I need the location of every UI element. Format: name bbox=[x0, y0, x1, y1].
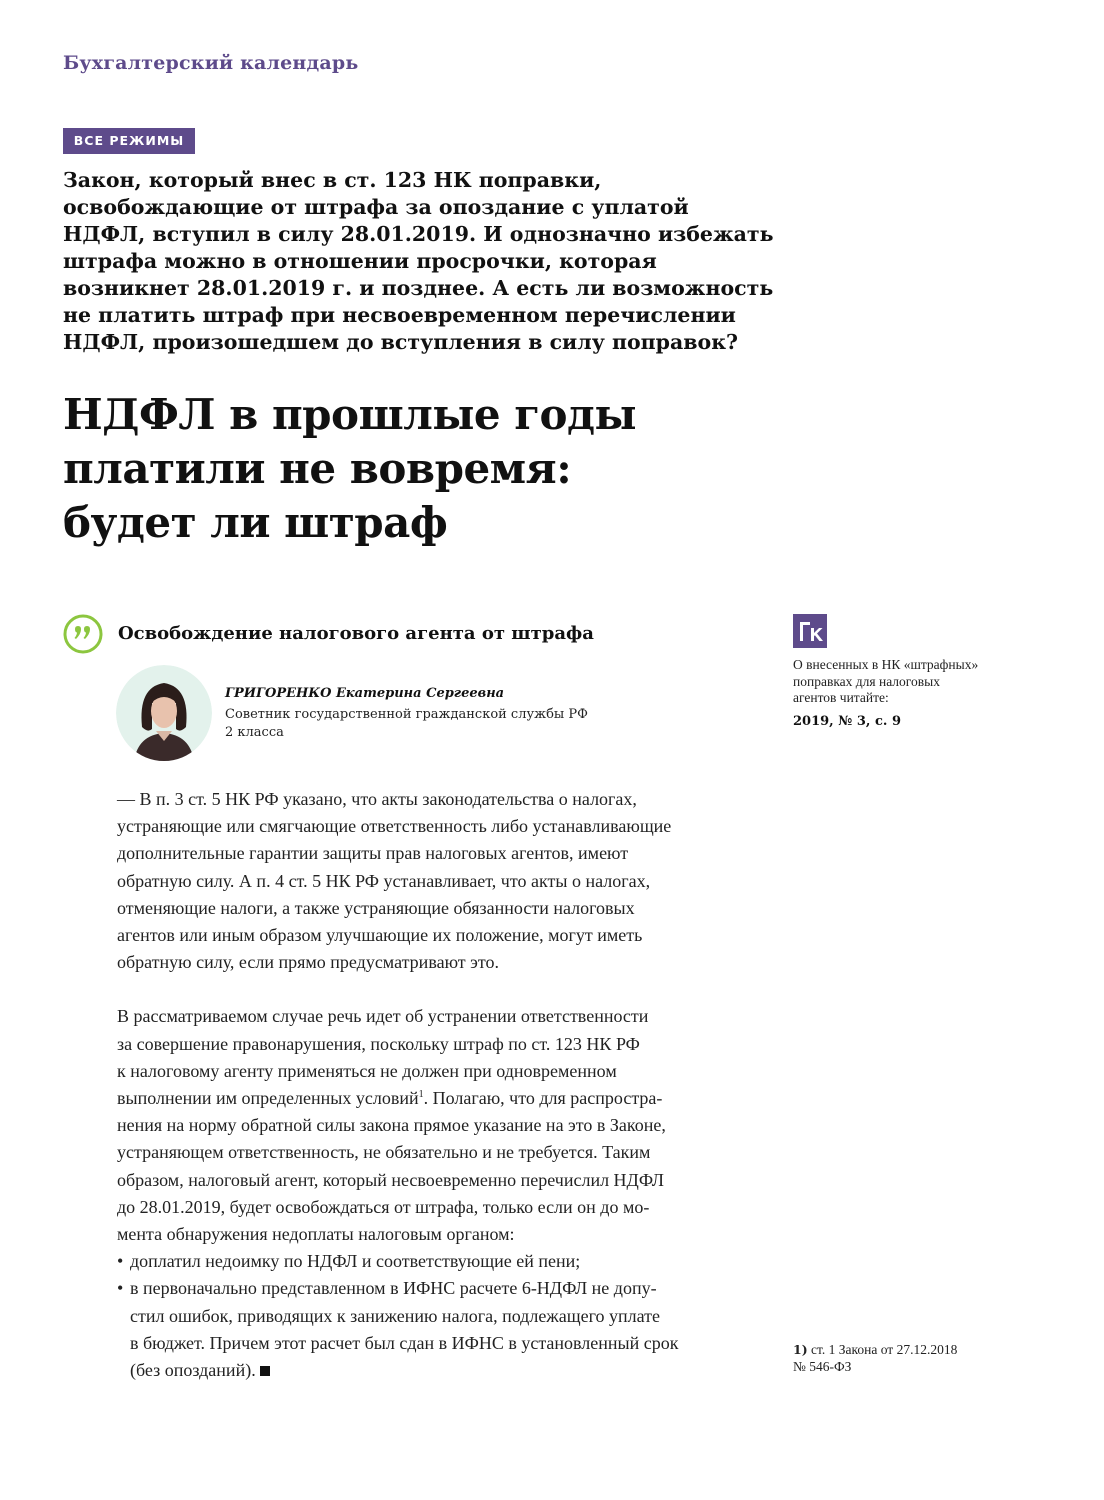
footnote-line: № 546-ФЗ bbox=[793, 1359, 852, 1374]
section-title: Бухгалтерский календарь bbox=[63, 52, 359, 74]
body-line: мента обнаружения недоплаты налоговым органом: bbox=[117, 1224, 515, 1245]
body-line: — В п. 3 ст. 5 НК РФ указано, что акты законодательства о налогах, bbox=[117, 789, 637, 809]
sidebar-note-line: агентов читайте: bbox=[793, 690, 889, 705]
body-line: устраняющем ответственность, не обязательно и не требуется. Таким bbox=[117, 1142, 651, 1163]
lead-line: штрафа можно в отношении просрочки, которая bbox=[63, 249, 657, 273]
bullet-item bbox=[117, 1275, 757, 1384]
lead-paragraph bbox=[63, 167, 774, 356]
footnote-number: 1) bbox=[793, 1342, 808, 1357]
lead-line: не платить штраф при несвоевременном перечислении bbox=[63, 303, 736, 327]
body-line: В рассматриваемом случае речь идет об устранении ответственности bbox=[117, 1006, 649, 1027]
footnote bbox=[793, 1341, 1013, 1375]
body-line: за совершение правонарушения, поскольку штраф по ст. 123 НК РФ bbox=[117, 1033, 640, 1054]
quote-icon bbox=[63, 614, 103, 654]
bullet-line: • в первоначально представленном в ИФНС расчете 6-НДФЛ не допу- bbox=[130, 1278, 657, 1299]
sidebar-note-line: поправках для налоговых bbox=[793, 673, 940, 689]
author-title-line: 2 класса bbox=[225, 725, 284, 740]
headline-line: НДФЛ в прошлые годы bbox=[63, 390, 637, 439]
bullet-line: в бюджет. Причем этот расчет был сдан в ИФНС в установленный срок bbox=[130, 1332, 679, 1353]
category-tag: ВСЕ РЕЖИМЫ bbox=[63, 128, 195, 154]
rubric-title: Освобождение налогового агента от штрафа bbox=[118, 623, 594, 644]
author-name: ГРИГОРЕНКО Екатерина Сергеевна bbox=[225, 686, 505, 701]
bullet-line: • доплатил недоимку по НДФЛ и соответствующие ей пени; bbox=[130, 1251, 581, 1272]
body-line: дополнительные гарантии защиты прав налоговых агентов, имеют bbox=[117, 843, 629, 864]
lead-line: НДФЛ, произошедшем до вступления в силу поправок? bbox=[63, 330, 739, 354]
article-headline bbox=[63, 388, 763, 550]
headline-line: платили не вовремя: bbox=[63, 444, 572, 493]
body-line: обратную силу, если прямо предусматривают это. bbox=[117, 952, 499, 973]
author-title bbox=[225, 706, 605, 742]
footnote-text: ст. 1 Закона от 27.12.2018 bbox=[811, 1342, 958, 1357]
body-line: нения на норму обратной силы закона прямое указание на это в Законе, bbox=[117, 1115, 666, 1136]
headline-line: будет ли штраф bbox=[63, 498, 448, 547]
body-line bbox=[117, 1085, 757, 1112]
article-body bbox=[117, 786, 757, 1384]
bullet-line bbox=[117, 1357, 757, 1384]
lead-line: возникнет 28.01.2019 г. и позднее. А есть ли возможность bbox=[63, 276, 774, 300]
lead-line: освобождающие от штрафа за опоздание с уплатой bbox=[63, 195, 689, 219]
lead-line: НДФЛ, вступил в силу 28.01.2019. И однозначно избежать bbox=[63, 222, 774, 246]
body-line: до 28.01.2019, будет освобождаться от штрафа, только если он до мо- bbox=[117, 1196, 650, 1217]
body-line: образом, налоговый агент, который несвоевременно перечислил НДФЛ bbox=[117, 1169, 664, 1190]
body-line: к налоговому агенту применяться не должен при одновременном bbox=[117, 1060, 617, 1081]
sidebar-reference-link[interactable]: 2019, № 3, с. 9 bbox=[793, 714, 901, 729]
sidebar-note-line: О внесенных в НК «штрафных» bbox=[793, 657, 979, 672]
end-of-article-mark bbox=[260, 1366, 270, 1376]
author-title-line: Советник государственной гражданской службы РФ bbox=[225, 707, 588, 722]
body-line: обратную силу. А п. 4 ст. 5 НК РФ устанавливает, что акты о налогах, bbox=[117, 870, 651, 891]
footnote-ref[interactable]: 1 bbox=[418, 1089, 424, 1101]
body-text-fragment: выполнении им определенных условий bbox=[117, 1088, 419, 1109]
body-line: отменяющие налоги, а также устраняющие обязанности налоговых bbox=[117, 897, 635, 918]
body-line: агентов или иным образом улучшающие их положение, могут иметь bbox=[117, 925, 643, 946]
sidebar-note bbox=[793, 657, 1013, 707]
lead-line: Закон, который внес в ст. 123 НК поправки, bbox=[63, 168, 602, 192]
author-avatar bbox=[116, 665, 212, 761]
body-line: устраняющие или смягчающие ответственность либо устанавливающие bbox=[117, 816, 672, 837]
magazine-logo-icon[interactable] bbox=[793, 614, 827, 648]
body-text-fragment: . Полагаю, что для распростра- bbox=[423, 1088, 663, 1109]
bullet-line: стил ошибок, приводящих к занижению налога, подлежащего уплате bbox=[130, 1305, 661, 1326]
paragraph-gap bbox=[117, 976, 757, 1003]
bullet-item bbox=[117, 1248, 757, 1275]
bullet-line-text: (без опозданий). bbox=[130, 1360, 256, 1381]
footnote-line bbox=[793, 1341, 1013, 1358]
